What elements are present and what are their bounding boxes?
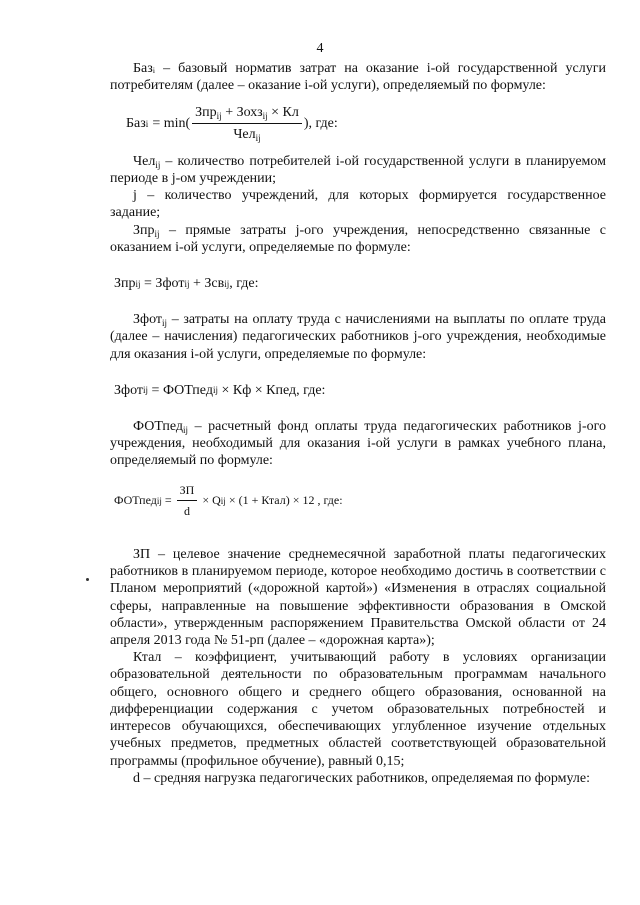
formula-zpr: Зпр ij = Зфот ij + Зсв ij , где: — [114, 276, 259, 292]
formula-baz: Баз i = min( $\frac{Зпр_{ij} + Зохз_{ij} \times Кл}{Чел_{ij}}$ ), где: — [126, 105, 338, 143]
paragraph-zp-definition: ЗП – целевое значение среднемесячной заработной платы педагогических работников в планируемом периоде, которое необходимо достичь в соответствии с Планом мероприятий («дорожной картой») «Изменения в отраслях социальной сферы, направленные на повышение эффективности образования в Омской области», утвержденным распоряжением Правительства Омской области от 24 апреля 2013 года № 51-рп (далее – «дорожная карта»); — [110, 547, 606, 649]
document-body — [110, 60, 606, 787]
paragraph-ktal-definition: Ктал – коэффициент, учитывающий работу в условиях организации образовательной деятельности по образовательным программам начального общего, основного общего и среднего общего образования, основанной на дифференциации содержания с учетом образовательных потребностей и интересов обучающихся, обеспечивающих углубленное изучение отдельных учебных предметов, предметных областей соответствующей образовательной программы (профильное обучение), равный 0,15; — [110, 650, 606, 769]
paragraph-d-definition: d – средняя нагрузка педагогических работников, определяемая по формуле: — [133, 770, 590, 786]
page-number: 4 — [316, 41, 324, 56]
formula-fotped-fraction: $\frac{ЗП}{d}$ — [177, 482, 198, 520]
paragraph-j-definition: j – количество учреждений, для которых формируется государственное задание; — [110, 188, 606, 221]
formula-zfot: Зфот ij = ФОТпед ij × Кф × Кпед, где: — [114, 382, 326, 398]
paragraph-fotped-definition: ФОТпед$_{ij}$ – расчетный фонд оплаты труда педагогических работников j-ого учреждения, необходимый для оказания i-ой услуги в рамках учебного плана, определяемый по формуле: — [110, 419, 606, 469]
formula-baz-fraction: $\frac{Зпр_{ij} + Зохз_{ij} \times Кл}{Чел_{ij}}$ — [192, 104, 302, 142]
paragraph-zpr-definition: Зпр$_{ij}$ – прямые затраты j-ого учреждения, непосредственно связанные с оказанием i-ой услуги, определяемые по формуле: — [110, 222, 606, 255]
formula-fotped: ФОТпед ij = $\frac{ЗП}{d}$ × Q ij × (1 + Ктал) × 12 , где: — [114, 482, 606, 520]
scan-dot — [86, 578, 89, 581]
paragraph-zfot-definition: Зфот$_{ij}$ – затраты на оплату труда с начислениями на выплаты по оплате труда (далее – начисления) педагогических работников j-ого учреждения, необходимые для оказания i-ой услуги, определяемые по формуле: — [110, 312, 606, 362]
paragraph-baz-definition: Базᵢ – базовый норматив затрат на оказание i-ой государственной услуги потребителям (далее – оказание i-ой услуги), определяемый по формуле: — [110, 61, 606, 94]
paragraph-chel-definition: Чел$_{ij}$ – количество потребителей i-ой государственной услуги в планируемом периоде в j-ом учреждении; — [110, 153, 606, 187]
